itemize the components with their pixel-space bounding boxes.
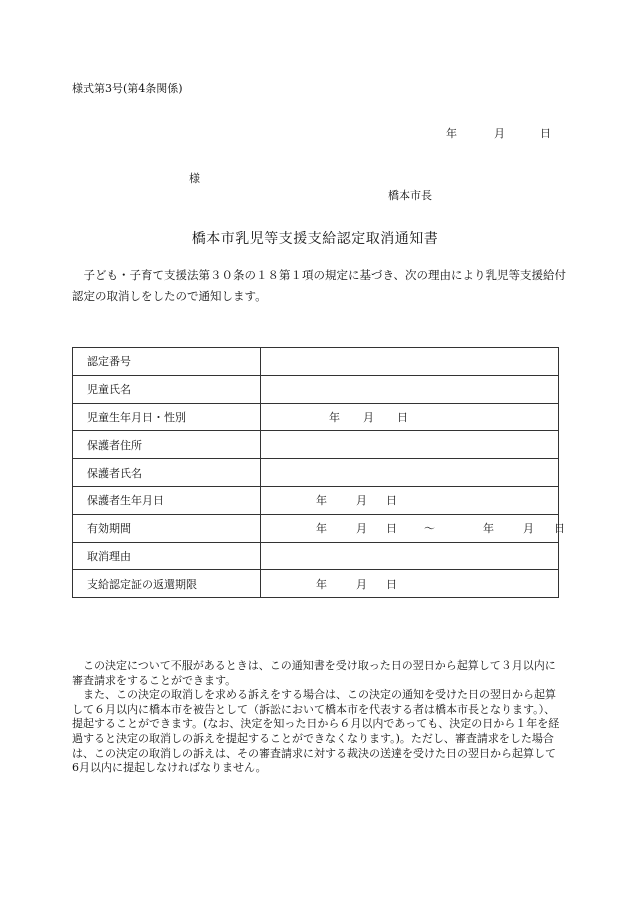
date-day-label: 日 [540, 127, 551, 140]
year-label: 年 [483, 522, 494, 536]
row-label: 保護者住所 [73, 431, 261, 459]
intro-text: 子ども・子育て支援法第３０条の１８第１項の規定に基づき、次の理由により乳児等支援給付認定の取消しをしたので通知します。 [72, 268, 567, 303]
table-row [73, 459, 559, 487]
month-label: 月 [523, 522, 534, 536]
tilde-separator: ～ [424, 522, 435, 536]
year-label: 年 [316, 577, 327, 591]
note-paragraph: また、この決定の取消しを求める訴えをする場合は、この決定の通知を受けた日の翌日から起算して６月以内に橋本市を被告として（訴訟において橋本市を代表する者は橋本市長となります。）、提起することができます。(なお、決定を知った日から６月以内であっても、決定の日から１年を経過すると決定の取消しの訴えを提起することができなくなります。)。ただし、審査請求をした場合は、この決定の取消しの訴えは、その審査請求に対する裁決の送達を受けた日の翌日から起算して6月以内に提起しなければなりません。 [72, 688, 560, 775]
day-label: 日 [386, 494, 397, 508]
row-label: 取消理由 [73, 542, 261, 570]
row-label: 児童氏名 [73, 375, 261, 403]
table-row [73, 403, 559, 431]
day-label: 日 [386, 577, 397, 591]
table-row [73, 486, 559, 514]
table-row [73, 348, 559, 376]
table-row [73, 570, 559, 598]
month-label: 月 [363, 410, 374, 424]
month-label: 月 [356, 577, 367, 591]
child-name-field[interactable] [261, 375, 559, 403]
issuer: 橋本市長 [388, 189, 432, 202]
form-table [72, 347, 565, 598]
row-label: 保護者生年月日 [73, 486, 261, 514]
guardian-name-field[interactable] [261, 459, 559, 487]
date-year-label: 年 [446, 127, 457, 140]
month-label: 月 [356, 494, 367, 508]
table-row [73, 431, 559, 459]
row-label: 支給認定証の返還期限 [73, 570, 261, 598]
note-paragraph: この決定について不服があるときは、この通知書を受け取った日の翌日から起算して３月以内に審査請求をすることができます。 [72, 659, 556, 687]
row-label: 有効期間 [73, 514, 261, 542]
return-deadline-field[interactable] [261, 570, 559, 598]
guardian-address-field[interactable] [261, 431, 559, 459]
table-row [73, 542, 559, 570]
table-row [73, 514, 559, 542]
day-label: 日 [554, 522, 565, 536]
row-label: 認定番号 [73, 348, 261, 376]
validity-field[interactable] [261, 514, 565, 542]
row-label: 児童生年月日・性別 [73, 403, 261, 431]
year-label: 年 [329, 410, 340, 424]
document-title: 橋本市乳児等支援支給認定取消通知書 [191, 231, 439, 247]
reason-field[interactable] [261, 542, 559, 570]
form-number: 様式第3号(第4条関係) [72, 82, 183, 95]
year-label: 年 [316, 522, 327, 536]
child-birth-sex-field[interactable] [261, 403, 559, 431]
year-label: 年 [316, 494, 327, 508]
day-label: 日 [386, 522, 397, 536]
appeal-notes [72, 659, 560, 776]
guardian-birth-field[interactable] [261, 486, 559, 514]
month-label: 月 [356, 522, 367, 536]
cert-number-field[interactable] [261, 348, 559, 376]
date-month-label: 月 [494, 127, 505, 140]
row-label: 保護者氏名 [73, 459, 261, 487]
addressee-suffix: 様 [189, 172, 200, 185]
day-label: 日 [397, 410, 408, 424]
table-row [73, 375, 559, 403]
